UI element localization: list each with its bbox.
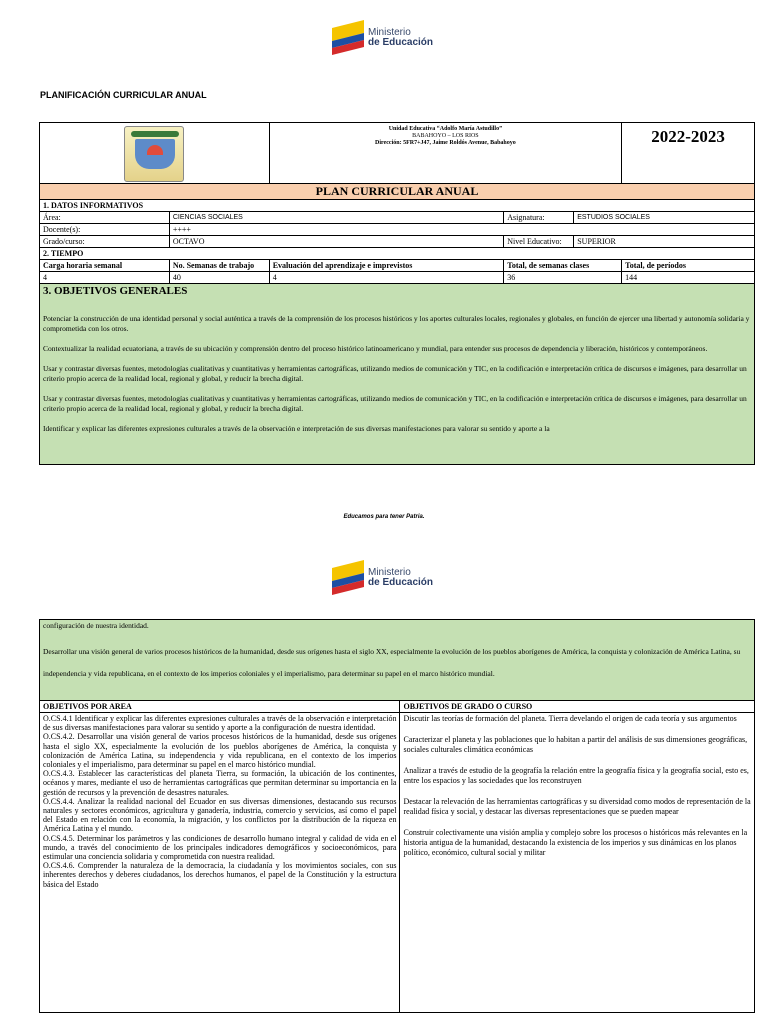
grade-objectives — [400, 713, 755, 1013]
objetivos-continuation — [40, 620, 755, 701]
plan-title: PLAN CURRICULAR ANUAL — [40, 184, 755, 200]
school-city: BABAHOYO – LOS RIOS — [412, 133, 479, 139]
docente-label: Docente(s): — [40, 224, 170, 236]
asignatura-value: ESTUDIOS SOCIALES — [574, 212, 755, 224]
col-grade-header: OBJETIVOS DE GRADO O CURSO — [400, 701, 755, 713]
objetivo-general: configuración de nuestra identidad. — [43, 621, 149, 630]
grade-objective: Discutir las teorías de formación del planeta. Tierra develando el origen de cada teoría y sus argumentos — [403, 714, 737, 723]
section-tiempo: 2. TIEMPO — [40, 248, 755, 260]
plan-table — [39, 122, 755, 465]
time-value: 4 — [40, 272, 170, 284]
objetivo-general: Usar y contrastar diversas fuentes, metodologías cualitativas y cuantitativas y herramientas cartográficas, utilizando medios de comunicación y TIC, en la codificación e interpretación crítica de discursos e imágenes, para desarrollar un criterio propio acerca de la realidad local, regional y global, y reducir la brecha digital. — [43, 394, 747, 413]
school-crest-icon — [124, 126, 184, 182]
logo-line2: de Educación — [368, 577, 434, 588]
grado-value: OCTAVO — [169, 236, 503, 248]
asignatura-label: Asignatura: — [504, 212, 574, 224]
time-value: 144 — [622, 272, 755, 284]
docente-value: ++++ — [169, 224, 754, 236]
objetivo-general: Usar y contrastar diversas fuentes, metodologías cualitativas y cuantitativas y herramientas cartográficas, utilizando medios de comunicación y TIC, en la codificación e interpretación crítica de discursos e imágenes, para desarrollar un criterio propio acerca de la realidad local, regional y global, y reducir la brecha digital. — [43, 364, 747, 383]
section-datos: 1. DATOS INFORMATIVOS — [40, 200, 755, 212]
time-header: Total, de semanas clases — [504, 260, 622, 272]
area-objectives — [40, 713, 400, 1013]
school-info — [269, 123, 621, 184]
time-value: 4 — [269, 272, 504, 284]
objetivo-general: Desarrollar una visión general de varios procesos históricos de la humanidad, desde sus orígenes hasta el siglo XX, especialmente la evolución de los pueblos aborígenes de América, la conquista y colonización de América Latina, su independencia y vida republicana, en el contexto de los imperios coloniales y el imperialismo, para determinar su papel en el marco histórico mundial. — [43, 647, 741, 678]
page-title: PLANIFICACIÓN CURRICULAR ANUAL — [40, 90, 207, 100]
area-objective: O.CS.4.1 Identificar y explicar las diferentes expresiones culturales a través de la observación e interpretación de sus diversas manifestaciones para valorar su sentido y aporte a la configuración de nuestra identidad. — [43, 714, 397, 733]
ministerio-logo — [332, 564, 433, 592]
ecuador-flag-icon — [332, 24, 364, 52]
area-label: Área: — [40, 212, 170, 224]
logo-line2: de Educación — [368, 37, 434, 48]
time-value: 40 — [169, 272, 269, 284]
objectives-table — [39, 619, 755, 1013]
objetivo-general: Contextualizar la realidad ecuatoriana, a través de su ubicación y comprensión dentro del proceso histórico latinoamericano y mundial, para entender sus procesos de dependencia y liberación, históricos y contemporáneos. — [43, 344, 708, 353]
nivel-value: SUPERIOR — [574, 236, 755, 248]
area-objective: O.CS.4.3. Establecer las características del planeta Tierra, su formación, la ubicación de los continentes, océanos y mares, mediante el uso de herramientas cartográficas que permitan determinar su importancia en la gestión de recursos y la prevención de desastres naturales. — [43, 769, 397, 797]
time-header: Total, de períodos — [622, 260, 755, 272]
area-objective: O.CS.4.5. Determinar los parámetros y las condiciones de desarrollo humano integral y calidad de vida en el mundo, a través del conocimiento de los principales indicadores demográficos y socioeconómicos, para estimular una conciencia solidaria y comprometida con nuestra realidad. — [43, 833, 397, 862]
ministerio-logo — [332, 24, 433, 52]
area-objective: O.CS.4.2. Desarrollar una visión general de varios procesos históricos de la humanidad, desde sus orígenes hasta el siglo XX, especialmente la evolución de los pueblos aborígenes de América, la conquista y colonización de América Latina, su independencia y vida republicana, en el contexto de los imperios coloniales y el imperialismo, para determinar su papel en el marco histórico mundial. — [43, 732, 397, 770]
area-objective: O.CS.4.4. Analizar la realidad nacional del Ecuador en sus diversas dimensiones, destacando sus recursos naturales y sectores económicos, agricultura y ganadería, industria, comercio y servicios, así como el papel del Estado en relación con la economía, la migración, y los conflictos por la distribución de la riqueza en América Latina y el mundo. — [43, 796, 397, 834]
grado-label: Grado/curso: — [40, 236, 170, 248]
page-footer: Educamos para tener Patria. — [343, 514, 425, 520]
area-value: CIENCIAS SOCIALES — [169, 212, 503, 224]
col-area-header: OBJETIVOS POR AREA — [40, 701, 400, 713]
grade-objective: Analizar a través de estudio de la geografía la relación entre la geografía física y la geografía social, esto es, entre los espacios y las sociedades que los reconstruyen — [403, 766, 749, 785]
area-objective: O.CS.4.6. Comprender la naturaleza de la democracia, la ciudadanía y los movimientos sociales, con sus inherentes derechos y deberes ciudadanos, los derechos humanos, el papel de la Constitución y la estructura básica del Estado — [43, 861, 397, 889]
time-header: Carga horaria semanal — [40, 260, 170, 272]
school-crest-cell — [40, 123, 270, 184]
ecuador-flag-icon — [332, 564, 364, 592]
objetivo-general: Potenciar la construcción de una identidad personal y social auténtica a través de la comprensión de los procesos históricos y los aportes culturales locales, regionales y globales, en función de ejercer una libertad y autonomía solidaria y comprometida con los otros. — [43, 314, 750, 333]
logo-line1: Ministerio — [368, 27, 411, 38]
school-name: Unidad Educativa “Adolfo María Astudillo” — [388, 126, 503, 132]
objetivos-generales — [40, 284, 755, 465]
time-header: Evaluación del aprendizaje e imprevistos — [269, 260, 504, 272]
grade-objective: Construir colectivamente una visión amplia y complejo sobre los procesos o históricos más relevantes en la historia antigua de la humanidad, destacando la existencia de los imperios y sus dinámicas en los planos político, económico, cultural social y militar — [403, 828, 748, 857]
logo-line1: Ministerio — [368, 567, 411, 578]
time-header: No. Semanas de trabajo — [169, 260, 269, 272]
grade-objective: Caracterizar el planeta y las poblaciones que lo habitan a partir del análisis de sus dimensiones geográficas, sociales culturales climática económicas — [403, 735, 748, 754]
school-address: Dirección: 5FR7+J47, Jaime Roldós Avenue, Babahoyo — [375, 140, 516, 146]
school-year: 2022-2023 — [622, 123, 755, 184]
nivel-label: Nivel Educativo: — [504, 236, 574, 248]
grade-objective: Destacar la relevación de las herramientas cartográficas y su diversidad como modos de representación de la realidad física y social, y destacar las diversas representaciones que se pueden mapear — [403, 797, 751, 816]
objetivo-general: Identificar y explicar las diferentes expresiones culturales a través de la observación e interpretación de sus diversas manifestaciones para valorar su sentido y aporte a la — [43, 424, 550, 433]
section-objetivos: 3. OBJETIVOS GENERALES — [43, 285, 188, 297]
time-value: 36 — [504, 272, 622, 284]
